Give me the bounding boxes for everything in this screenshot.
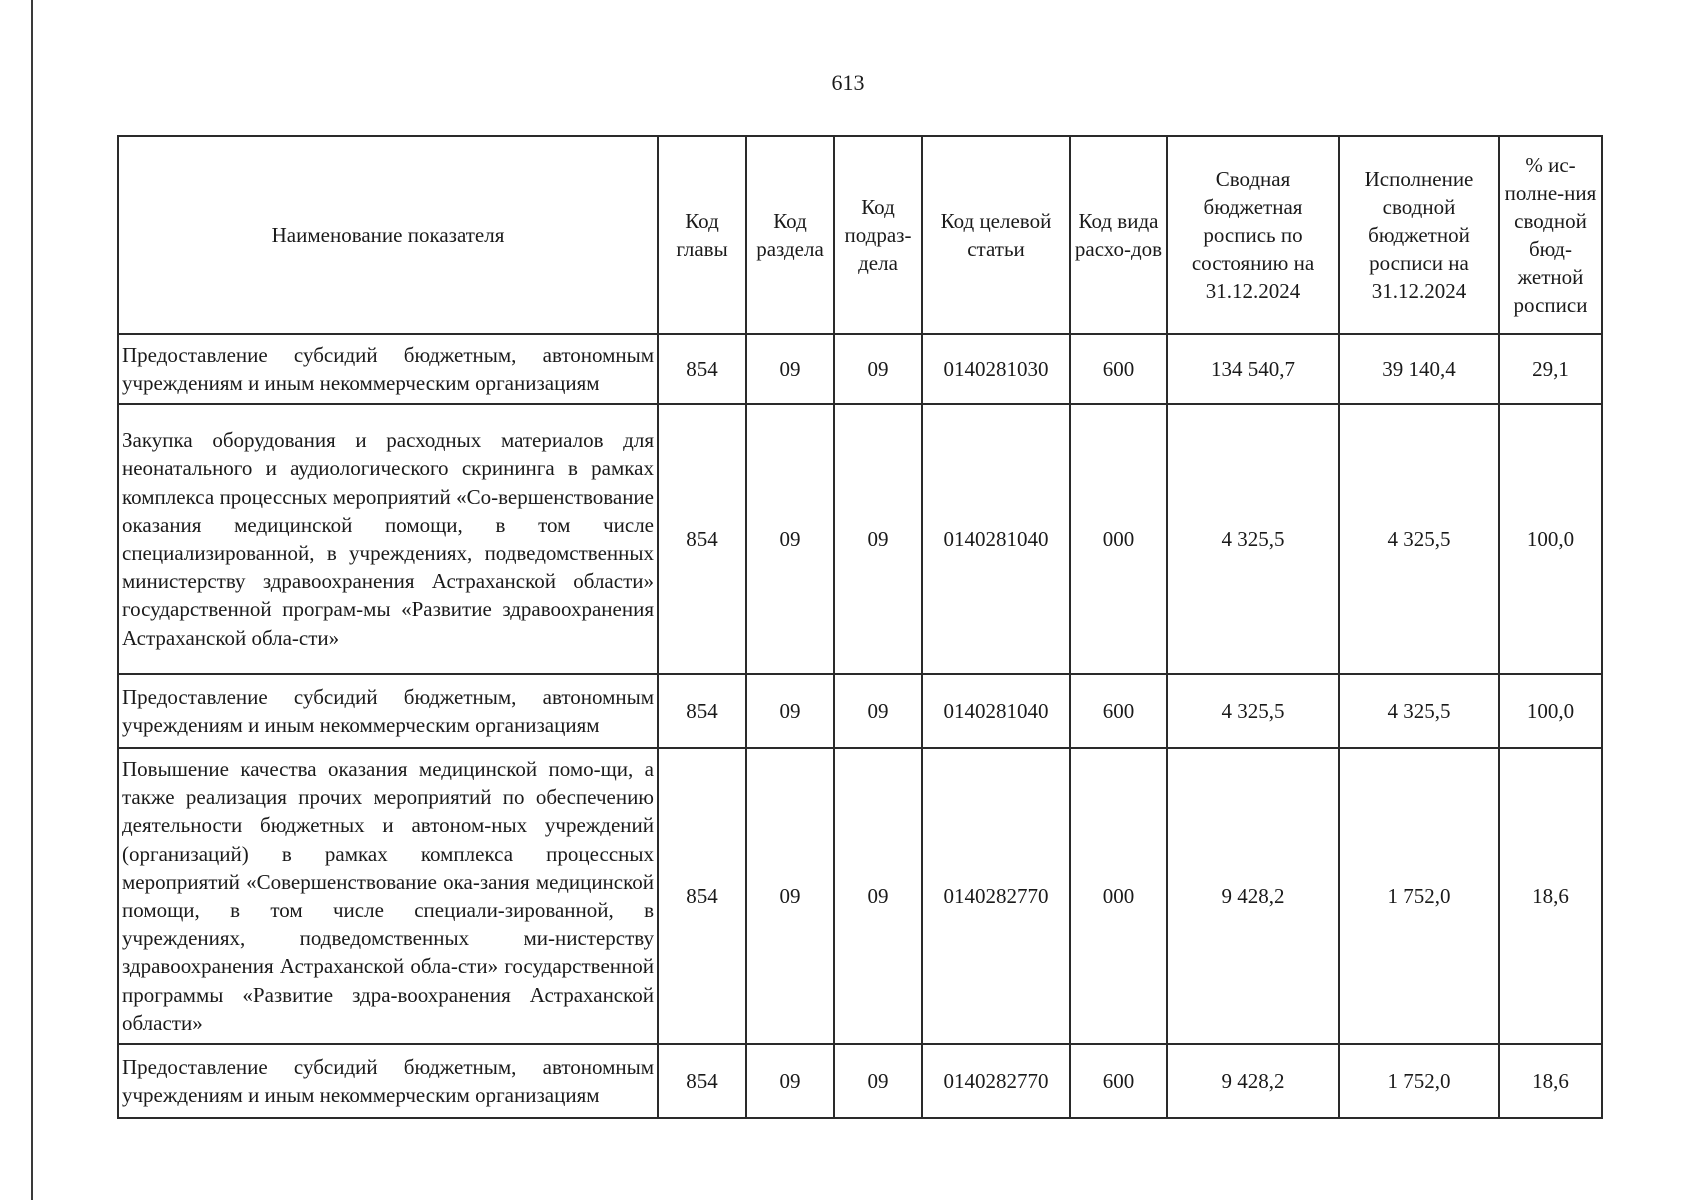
row-section: 09 — [746, 1044, 834, 1118]
table-row — [118, 334, 1602, 404]
scan-edge-line — [31, 0, 33, 1200]
row-name: Предоставление субсидий бюджетным, автономным учреждениям и иным некоммерческим организациям — [118, 334, 658, 404]
table-header-row — [118, 136, 1602, 334]
row-budget: 4 325,5 — [1167, 404, 1339, 674]
row-percent: 100,0 — [1499, 674, 1602, 748]
row-budget: 9 428,2 — [1167, 1044, 1339, 1118]
header-section-code: Код раздела — [746, 136, 834, 334]
row-target: 0140282770 — [922, 1044, 1070, 1118]
table-row — [118, 748, 1602, 1044]
row-name: Закупка оборудования и расходных материалов для неонатального и аудиологического скрининга в рамках комплекса процессных мероприятий «Со-вершенствование оказания медицинской помощи, в том числе специализированной, в учреждениях, подведомственных министерству здравоохранения Астраханской области» государственной програм-мы «Развитие здравоохранения Астраханской обла-сти» — [118, 404, 658, 674]
row-percent: 18,6 — [1499, 748, 1602, 1044]
row-execution: 1 752,0 — [1339, 748, 1499, 1044]
header-target-code: Код целевой статьи — [922, 136, 1070, 334]
row-expense-type: 000 — [1070, 404, 1167, 674]
row-subsection: 09 — [834, 334, 922, 404]
row-budget: 9 428,2 — [1167, 748, 1339, 1044]
header-chapter-code: Код главы — [658, 136, 746, 334]
row-subsection: 09 — [834, 748, 922, 1044]
row-section: 09 — [746, 404, 834, 674]
row-subsection: 09 — [834, 1044, 922, 1118]
row-percent: 18,6 — [1499, 1044, 1602, 1118]
row-name: Предоставление субсидий бюджетным, автономным учреждениям и иным некоммерческим организациям — [118, 674, 658, 748]
row-expense-type: 600 — [1070, 1044, 1167, 1118]
row-target: 0140281030 — [922, 334, 1070, 404]
page-number: 613 — [831, 70, 865, 95]
row-chapter: 854 — [658, 674, 746, 748]
row-expense-type: 600 — [1070, 674, 1167, 748]
row-budget: 134 540,7 — [1167, 334, 1339, 404]
row-percent: 100,0 — [1499, 404, 1602, 674]
budget-execution-table — [117, 135, 1603, 1119]
table-row — [118, 674, 1602, 748]
row-section: 09 — [746, 334, 834, 404]
row-chapter: 854 — [658, 404, 746, 674]
row-section: 09 — [746, 748, 834, 1044]
row-name: Повышение качества оказания медицинской помо-щи, а также реализация прочих мероприятий по обеспечению деятельности бюджетных и автоном-ных учреждений (организаций) в рамках комплекса процессных мероприятий «Совершенствование ока-зания медицинской помощи, в том числе специали-зированной, в учреждениях, подведомственных ми-нистерству здравоохранения Астраханской обла-сти» государственной программы «Развитие здра-воохранения Астраханской области» — [118, 748, 658, 1044]
row-execution: 39 140,4 — [1339, 334, 1499, 404]
row-chapter: 854 — [658, 1044, 746, 1118]
row-section: 09 — [746, 674, 834, 748]
row-target: 0140282770 — [922, 748, 1070, 1044]
header-execution-percent: % ис-полне-ния сводной бюд-жетной росписи — [1499, 136, 1602, 334]
row-subsection: 09 — [834, 404, 922, 674]
table-row — [118, 404, 1602, 674]
row-execution: 1 752,0 — [1339, 1044, 1499, 1118]
row-percent: 29,1 — [1499, 334, 1602, 404]
row-target: 0140281040 — [922, 674, 1070, 748]
row-chapter: 854 — [658, 334, 746, 404]
row-execution: 4 325,5 — [1339, 404, 1499, 674]
row-target: 0140281040 — [922, 404, 1070, 674]
row-name: Предоставление субсидий бюджетным, автономным учреждениям и иным некоммерческим организациям — [118, 1044, 658, 1118]
header-budget-execution: Исполнение сводной бюджетной росписи на 31.12.2024 — [1339, 136, 1499, 334]
row-execution: 4 325,5 — [1339, 674, 1499, 748]
header-budget-allocation: Сводная бюджетная роспись по состоянию на 31.12.2024 — [1167, 136, 1339, 334]
row-budget: 4 325,5 — [1167, 674, 1339, 748]
table-row — [118, 1044, 1602, 1118]
row-expense-type: 000 — [1070, 748, 1167, 1044]
row-expense-type: 600 — [1070, 334, 1167, 404]
header-subsection-code: Код подраз-дела — [834, 136, 922, 334]
row-chapter: 854 — [658, 748, 746, 1044]
header-name: Наименование показателя — [118, 136, 658, 334]
row-subsection: 09 — [834, 674, 922, 748]
header-expense-type-code: Код вида расхо-дов — [1070, 136, 1167, 334]
